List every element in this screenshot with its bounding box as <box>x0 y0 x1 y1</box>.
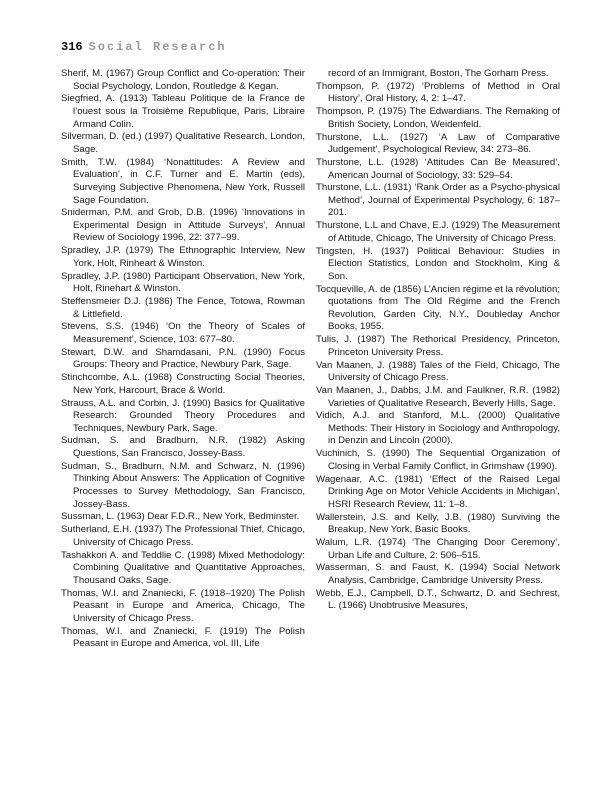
reference-continuation: record of an Immigrant, Boston, The Gorham Press. <box>328 68 549 79</box>
reference-entry: Wagenaar, A.C. (1981) ‘Effect of the Raised Legal Drinking Age on Motor Vehicle Accidents in Michigan’, HSRI Research Review, 11: 1–8. <box>316 473 560 510</box>
running-head <box>61 40 227 54</box>
section-title: Social Research <box>88 40 227 54</box>
references-left-column <box>61 68 305 651</box>
reference-entry: Thurstone, L.L. (1928) ‘Attitudes Can Be Measured’, American Journal of Sociology, 33: 529–54. <box>316 156 560 181</box>
reference-entry: Thompson, P. (1975) The Edwardians. The Remaking of British Society, London, Weidenfeld. <box>316 106 560 130</box>
reference-entry: Smith, T.W. (1984) ‘Nonattitudes: A Review and Evaluation’, in C.F. Turner and E. Martin (eds), Surveying Subjective Phenomena, New York, Russell Sage Foundation. <box>61 156 305 206</box>
reference-entry: Thurstone, L.L. (1931) ‘Rank Order as a Psycho-physical Method’, Journal of Experimental Psychology, 6: 187–201. <box>316 182 560 219</box>
reference-entry: Steffensmeier D.J. (1986) The Fence, Totowa, Rowman & Littlefield. <box>61 296 305 320</box>
reference-entry: Sutherland, E.H. (1937) The Professional Thief, Chicago, University of Chicago Press. <box>61 524 305 548</box>
reference-entry: Stevens, S.S. (1946) ‘On the Theory of Scales of Measurement’, Science, 103: 677–80. <box>61 321 305 345</box>
reference-entry: Silverman, D. (ed.) (1997) Qualitative Research, London, Sage. <box>61 131 305 155</box>
reference-entry: Tocqueville, A. de (1856) L’Ancien régime et la révolution; quotations from The Old Régime and the French Revolution, Garden City, N.Y., Doubleday Anchor Books, 1955. <box>316 283 560 333</box>
reference-entry: Vidich, A.J. and Stanford, M.L. (2000) Qualitative Methods: Their History in Sociology and Anthropology, in Denzin and Lincoln (2000). <box>316 410 560 447</box>
reference-entry: Wallerstein, J.S. and Kelly, J.B. (1980) Surviving the Breakup, New York, Basic Books. <box>316 511 560 536</box>
reference-entry: Thomas, W.I. and Znaniecki, F. (1918–1920) The Polish Peasant in Europe and America, Chicago, The University of Chicago Press. <box>61 587 305 624</box>
reference-entry: Tashakkori A. and Teddlie C. (1998) Mixed Methodology: Combining Qualitative and Quantitative Approaches, Thousand Oaks, Sage. <box>61 549 305 586</box>
reference-entry: Tingsten, H. (1937) Political Behaviour: Studies in Election Statistics, London and Stockholm, King & Son. <box>316 245 560 282</box>
reference-entry: Thurstone, L.L and Chave, E.J. (1929) The Measurement of Attitude, Chicago, The University of Chicago Press. <box>316 220 560 244</box>
reference-entry: Thurstone, L.L. (1927) ‘A Law of Comparative Judgement’, Psychological Review, 34: 273–86. <box>316 131 560 156</box>
reference-entry: Stinchcombe, A.L. (1968) Constructing Social Theories, New York, Harcourt, Brace & World. <box>61 372 305 396</box>
reference-entry: Sussman, L. (1963) Dear F.D.R., New York, Bedminster. <box>61 511 300 523</box>
reference-entry: Thomas, W.I. and Znaniecki, F. (1919) The Polish Peasant in Europe and America, vol. III, Life <box>61 625 305 650</box>
reference-entry: Wasserman, S. and Faust, K. (1994) Social Network Analysis, Cambridge, Cambridge University Press. <box>316 562 560 586</box>
reference-entry: Sherif, M. (1967) Group Conflict and Co-operation: Their Social Psychology, London, Routledge & Kegan. <box>61 68 305 92</box>
reference-entry: Sudman, S. and Bradburn, N.R. (1982) Asking Questions, San Francisco, Jossey-Bass. <box>61 435 305 460</box>
reference-entry: Van Maanen, J. (1988) Tales of the Field, Chicago, The University of Chicago Press. <box>316 359 560 384</box>
reference-entry: Siegfried, A. (1913) Tableau Politique de la France de l’ouest sous la Troisième Republique, Paris, Libraire Armand Colin. <box>61 93 305 130</box>
reference-entry: Spradley, J.P. (1980) Participant Observation, New York, Holt, Rinehart & Winston. <box>61 270 305 295</box>
reference-entry: Vuchinich, S. (1990) The Sequential Organization of Closing in Verbal Family Conflict, in Grimshaw (1990). <box>316 448 560 472</box>
reference-entry: Thompson, P. (1972) ‘Problems of Method in Oral History’, Oral History, 4, 2: 1–47. <box>316 80 560 105</box>
reference-entry: Webb, E.J., Campbell, D.T., Schwartz, D. and Sechrest, L. (1966) Unobtrusive Measures, <box>316 587 560 612</box>
page-number: 316 <box>61 40 83 54</box>
references-right-column <box>316 68 560 613</box>
reference-entry: Van Maanen, J., Dabbs, J.M. and Faulkner, R.R. (1982) Varieties of Qualitative Research, Beverly Hills, Sage. <box>316 384 560 409</box>
reference-entry: Stewart, D.W. and Shamdasani, P.N. (1990) Focus Groups: Theory and Practice, Newbury Park, Sage. <box>61 346 305 371</box>
reference-entry: Tulis, J. (1987) The Rethorical Presidency, Princeton, Princeton University Press. <box>316 334 560 358</box>
reference-entry: Strauss, A.L. and Corbin, J. (1990) Basics for Qualitative Research: Grounded Theory Procedures and Techniques, Newbury Park, Sage. <box>61 397 305 434</box>
reference-entry: Sudman, S., Bradburn, N.M. and Schwarz, N. (1996) Thinking About Answers: The Application of Cognitive Processes to Survey Methodology, San Francisco, Jossey-Bass. <box>61 460 305 510</box>
reference-entry: Spradley, J.P. (1979) The Ethnographic Interview, New York, Holt, Rinheart & Winston. <box>61 245 305 269</box>
reference-entry: Walum, L.R. (1974) ‘The Changing Door Ceremony’, Urban Life and Culture, 2: 506–515. <box>316 536 560 561</box>
reference-entry: Sniderman, P.M. and Grob, D.B. (1996) ‘Innovations in Experimental Design in Attitude Surveys’, Annual Review of Sociology 1996, 22: 377–99. <box>61 207 305 244</box>
